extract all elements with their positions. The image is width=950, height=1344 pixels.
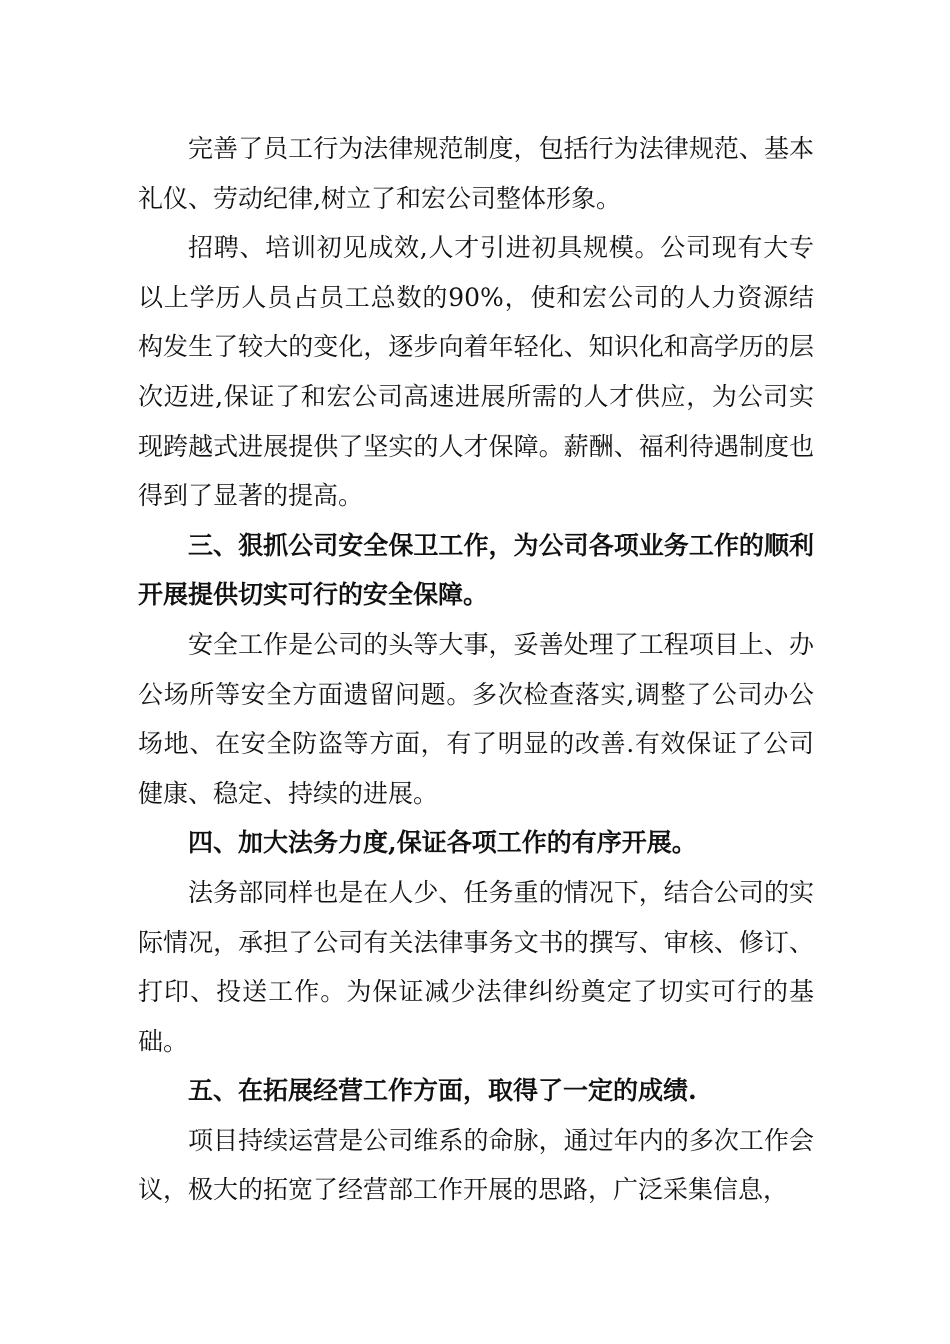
section-heading-legal: 四、加大法务力度,保证各项工作的有序开展。 <box>188 828 697 858</box>
paragraph-legal-affairs: 法务部同样也是在人少、任务重的情况下，结合公司的实际情况，承担了公司有关法律事务文书的撰写、审核、修订、打印、投送工作。为保证减少法律纠纷奠定了切实可行的基础。 <box>138 877 814 1056</box>
document-page <box>138 124 814 1215</box>
section-heading-safety: 三、狠抓公司安全保卫工作，为公司各项业务工作的顺利开展提供切实可行的安全保障。 <box>138 530 814 610</box>
paragraph-behavior-norms: 完善了员工行为法律规范制度，包括行为法律规范、基本礼仪、劳动纪律,树立了和宏公司整体形象。 <box>138 134 814 213</box>
paragraph-recruitment-training: 招聘、培训初见成效,人才引进初具规模。公司现有大专以上学历人员占员工总数的90%，使和宏公司的人力资源结构发生了较大的变化，逐步向着年轻化、知识化和高学历的层次迈进,保证了和宏公司高速进展所需的人才供应，为公司实现跨越式进展提供了坚实的人才保障。薪酬、福利待遇制度也得到了显著的提高。 <box>138 233 814 511</box>
paragraph-project-operation: 项目持续运营是公司维系的命脉，通过年内的多次工作会议，极大的拓宽了经营部工作开展的思路，广泛采集信息， <box>138 1125 814 1205</box>
section-heading-business: 五、在拓展经营工作方面，取得了一定的成绩. <box>188 1076 697 1106</box>
paragraph-safety-work: 安全工作是公司的头等大事，妥善处理了工程项目上、办公场所等安全方面遗留问题。多次检查落实,调整了公司办公场地、在安全防盗等方面，有了明显的改善.有效保证了公司健康、稳定、持续的进展。 <box>138 629 814 808</box>
